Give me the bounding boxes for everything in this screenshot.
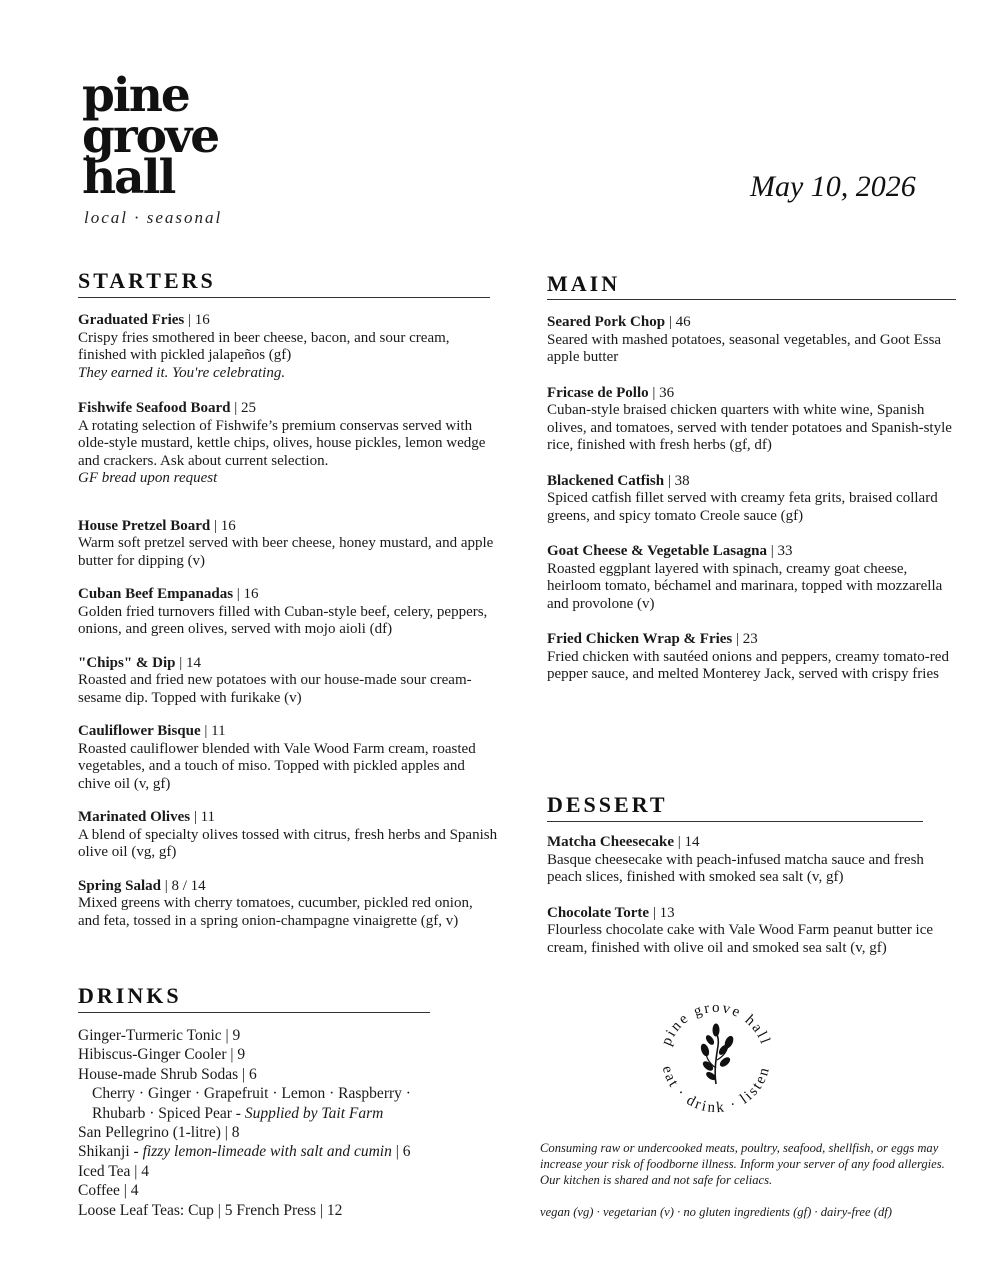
menu-item — [547, 385, 957, 455]
menu-item — [78, 400, 498, 488]
menu-item-name: Matcha Cheesecake — [547, 834, 675, 850]
menu-item — [78, 809, 498, 862]
seal-logo — [648, 988, 784, 1124]
logo-tagline: local · seasonal — [84, 208, 223, 227]
drink-item: House-made Shrub Sodas | 6 — [78, 1065, 257, 1083]
menu-item-heading — [547, 834, 957, 852]
menu-item — [78, 655, 498, 708]
menu-item-description: A rotating selection of Fishwife’s premium conservas served with olde-style mustard, kettle chips, olives, house pickles, lemon wedge and crackers. Ask about current selection. — [78, 417, 486, 469]
menu-date: May 10, 2026 — [750, 170, 916, 203]
menu-item-name: Fishwife Seafood Board — [78, 400, 231, 416]
menu-item-heading — [547, 905, 957, 923]
menu-item-note: They earned it. You're celebrating. — [78, 364, 286, 381]
menu-item-heading — [78, 809, 498, 827]
menu-item-description: Spiced catfish fillet served with creamy feta grits, braised collard greens, and spicy tomato Creole sauce (gf) — [547, 490, 938, 524]
menu-item-price: | 25 — [230, 400, 257, 416]
logo-line-pine: pine — [82, 68, 189, 123]
menu-item — [78, 586, 498, 639]
menu-item-description: Basque cheesecake with peach-infused matcha sauce and fresh peach slices, finished with smoked sea salt (v, gf) — [547, 851, 924, 885]
menu-item-price: | 46 — [665, 314, 691, 330]
logo-line-grove: grove — [82, 109, 219, 164]
menu-item-description: Roasted and fried new potatoes with our house-made sour cream-sesame dip. Topped with furikake (v) — [78, 672, 472, 706]
menu-item-heading — [78, 400, 498, 418]
menu-item-name: Fried Chicken Wrap & Fries — [547, 631, 733, 647]
menu-item-name: Fricase de Pollo — [547, 384, 649, 401]
dessert-title: DESSERT — [547, 792, 668, 817]
menu-item-price: | 16 — [233, 586, 259, 602]
leaf-branch-icon — [700, 1024, 734, 1084]
menu-item — [547, 473, 957, 526]
menu-item-description: Roasted cauliflower blended with Vale Wood Farm cream, roasted vegetables, and a touch of miso. Topped with pickled apples and chive oil (v, gf) — [78, 740, 476, 792]
menu-item-description: Flourless chocolate cake with Vale Wood Farm peanut butter ice cream, finished with olive oil and smoked sea salt (v, gf) — [547, 922, 934, 956]
allergy-disclaimer: Consuming raw or undercooked meats, poultry, seafood, shellfish, or eggs may increase your risk of foodborne illness. Inform your server of any food allergies. Our kitchen is shared and not safe for celiacs. — [540, 1141, 945, 1187]
menu-item-price: | 14 — [674, 834, 700, 850]
drink-item: Iced Tea | 4 — [78, 1162, 150, 1180]
menu-item — [547, 834, 957, 887]
menu-item — [78, 518, 498, 571]
menu-item-name: Cuban Beef Empanadas — [78, 586, 234, 602]
main-list — [547, 314, 957, 684]
dessert-divider — [547, 821, 923, 822]
menu-item — [547, 631, 957, 684]
shrub-flavors-2 — [78, 1104, 411, 1123]
menu-item-heading — [78, 586, 498, 604]
menu-item-description: Crispy fries smothered in beer cheese, bacon, and sour cream, finished with pickled jalapeños (gf) — [78, 329, 450, 363]
drinks-divider — [78, 1012, 430, 1013]
menu-item-heading — [547, 543, 957, 561]
menu-item-heading — [547, 473, 957, 491]
menu-item-price: | 16 — [184, 312, 210, 328]
logo-line-hall: hall — [82, 150, 175, 205]
starters-list — [78, 312, 498, 930]
menu-item-name: Cauliflower Bisque — [78, 723, 201, 739]
seal-bottom-text: eat · drink · listen — [658, 1064, 774, 1117]
starters-divider — [78, 297, 490, 298]
menu-item-heading — [547, 631, 957, 649]
menu-item-name: Seared Pork Chop — [547, 314, 666, 330]
menu-item-description: Fried chicken with sautéed onions and peppers, creamy tomato-red pepper sauce, and melted Monterey Jack, served with crispy fries — [547, 648, 949, 682]
shikanji-desc: fizzy lemon-limeade with salt and cumin — [142, 1143, 392, 1161]
menu-item-description: Roasted eggplant layered with spinach, creamy goat cheese, heirloom tomato, béchamel and marinara, topped with mozzarella and provolone (v) — [547, 560, 943, 612]
main-divider — [547, 299, 956, 300]
menu-item-description: Warm soft pretzel served with beer cheese, honey mustard, and apple butter for dipping (v) — [78, 535, 494, 569]
menu-item-description: A blend of specialty olives tossed with citrus, fresh herbs and Spanish olive oil (vg, gf) — [78, 826, 498, 860]
menu-item — [547, 905, 957, 958]
menu-item-name: House Pretzel Board — [78, 517, 211, 534]
shikanji-name: Shikanji - — [78, 1143, 143, 1161]
menu-item-price: | 11 — [200, 723, 226, 739]
menu-item-price: | 33 — [767, 543, 793, 559]
drink-item: Ginger-Turmeric Tonic | 9 — [78, 1027, 241, 1044]
menu-item-description: Seared with mashed potatoes, seasonal vegetables, and Goot Essa apple butter — [547, 331, 942, 365]
menu-item — [547, 314, 957, 367]
menu-item-name: "Chips" & Dip — [78, 654, 176, 671]
menu-item-heading — [78, 312, 498, 330]
drinks-list — [78, 1026, 411, 1220]
starters-title: STARTERS — [78, 268, 216, 293]
drink-item: Hibiscus-Ginger Cooler | 9 — [78, 1046, 246, 1064]
menu-item-price: | 13 — [649, 904, 675, 921]
menu-item-note: GF bread upon request — [78, 470, 218, 486]
menu-item-description: Golden fried turnovers filled with Cuban-style beef, celery, peppers, onions, and green olives, served with mojo aioli (df) — [78, 603, 488, 637]
menu-item-heading — [78, 518, 498, 536]
menu-item-price: | 38 — [664, 472, 690, 489]
menu-item-heading — [78, 655, 498, 673]
diet-legend: vegan (vg) · vegetarian (v) · no gluten ingredients (gf) · dairy-free (df) — [540, 1205, 892, 1219]
menu-item-description: Mixed greens with cherry tomatoes, cucumber, pickled red onion, and feta, tossed in a spring onion-champagne vinaigrette (gf, v) — [78, 895, 473, 929]
menu-item-price: | 16 — [210, 517, 236, 534]
shrub-flavors-text: Rhubarb · Spiced Pear - — [92, 1104, 245, 1122]
menu-item-price: | 14 — [175, 654, 202, 671]
menu-item-heading — [547, 314, 957, 332]
menu-item — [78, 723, 498, 793]
drink-item: Coffee | 4 — [78, 1182, 139, 1200]
menu-item — [78, 312, 498, 382]
menu-item-name: Spring Salad — [78, 877, 161, 894]
shrub-flavors: Cherry · Ginger · Grapefruit · Lemon · Raspberry · — [92, 1085, 411, 1103]
shikanji-price: | 6 — [391, 1143, 411, 1161]
drinks-title: DRINKS — [78, 983, 182, 1008]
shrub-supplier: Supplied by Tait Farm — [244, 1104, 384, 1122]
drink-item: Loose Leaf Teas: Cup | 5 French Press | 12 — [78, 1201, 343, 1219]
main-title: MAIN — [547, 271, 621, 296]
menu-item-name: Blackened Catfish — [547, 472, 665, 489]
drink-item: San Pellegrino (1-litre) | 8 — [78, 1124, 240, 1142]
menu-item-heading — [547, 385, 957, 403]
menu-item-price: | 23 — [732, 631, 758, 647]
menu-item-name: Graduated Fries — [78, 312, 185, 328]
menu-item-price: | 8 / 14 — [160, 877, 206, 894]
menu-item-name: Goat Cheese & Vegetable Lasagna — [547, 543, 767, 559]
seal-top-text: pine grove hall — [658, 999, 774, 1048]
menu-item-price: | 36 — [648, 384, 675, 401]
menu-item-name: Chocolate Torte — [547, 904, 650, 921]
menu-item — [78, 878, 498, 931]
dessert-list — [547, 834, 957, 957]
menu-item-heading — [78, 878, 498, 896]
menu-item-description: Cuban-style braised chicken quarters with white wine, Spanish olives, and tomatoes, served with tender potatoes and Spanish-style rice, finished with fresh herbs (gf, df) — [547, 402, 952, 453]
drink-item-shikanji — [78, 1142, 411, 1161]
menu-item — [547, 543, 957, 613]
menu-item-price: | 11 — [190, 809, 216, 825]
menu-item-heading — [78, 723, 498, 741]
menu-item-name: Marinated Olives — [78, 809, 191, 825]
